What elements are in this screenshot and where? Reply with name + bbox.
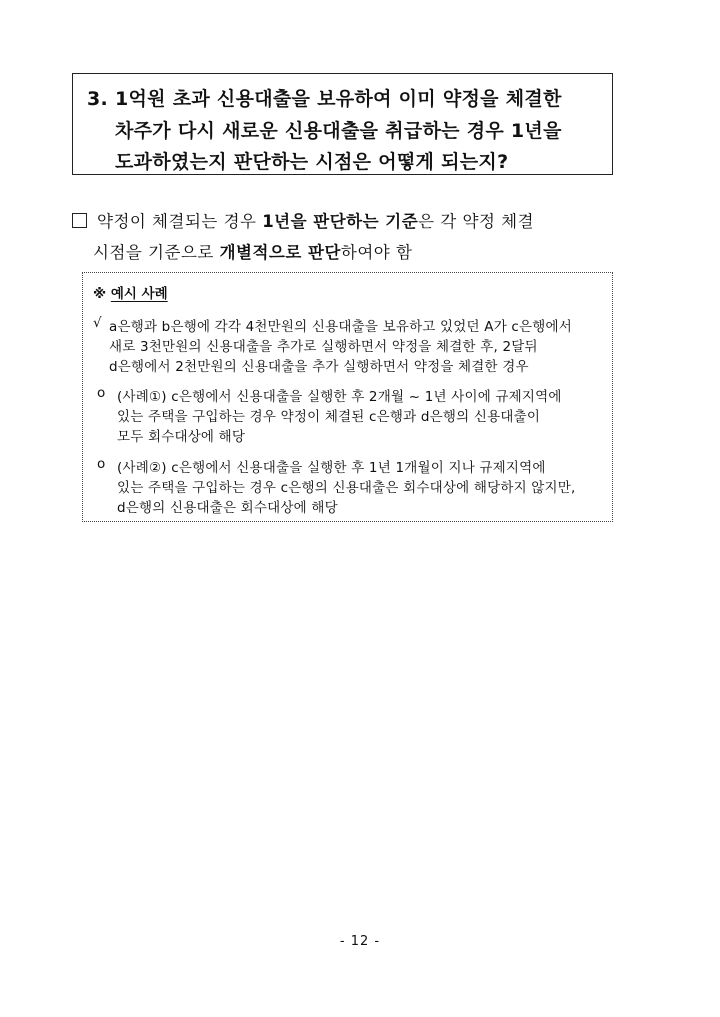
question-line-2: 차주가 다시 새로운 신용대출을 취급하는 경우 1년을 [115, 120, 562, 142]
checkbox-icon [72, 213, 87, 228]
premise-line-3: d은행에서 2천만원의 신용대출을 추가 실행하면서 약정을 체결한 경우 [109, 359, 529, 375]
answer-line-2 [93, 239, 412, 263]
answer-text-1c: 은 각 약정 체결 [418, 212, 535, 231]
premise-line-2: 새로 3천만원의 신용대출을 추가로 실행하면서 약정을 체결한 후, 2달뒤 [109, 339, 538, 355]
answer-text-1a: 약정이 체결되는 경우 [97, 212, 263, 231]
case1-line-1: (사례①) c은행에서 신용대출을 실행한 후 2개월 ~ 1년 사이에 규제지역에 [117, 389, 562, 405]
circle-bullet-icon: o [97, 385, 106, 401]
check-bullet-icon: √ [93, 315, 102, 331]
case2-line-2: 있는 주택을 구입하는 경우 c은행의 신용대출은 회수대상에 해당하지 않지만, [117, 480, 576, 496]
answer-text-2a: 시점을 기준으로 [93, 243, 220, 262]
page-number: - 12 - [339, 934, 381, 949]
answer-emphasis-1: 1년을 판단하는 기준 [262, 212, 419, 231]
case1-line-3: 모두 회수대상에 해당 [117, 429, 246, 445]
premise-line-1: a은행과 b은행에 각각 4천만원의 신용대출을 보유하고 있었던 A가 c은행에서 [109, 319, 573, 335]
case2-line-3: d은행의 신용대출은 회수대상에 해당 [117, 500, 338, 516]
reference-mark-icon: ※ [93, 286, 107, 302]
answer-text-2c: 하여야 함 [340, 243, 413, 262]
circle-bullet-icon: o [97, 456, 106, 472]
question-box [72, 73, 613, 175]
case1-line-2: 있는 주택을 구입하는 경우 약정이 체결된 c은행과 d은행의 신용대출이 [117, 409, 541, 425]
question-line-1: 3. 1억원 초과 신용대출을 보유하여 이미 약정을 체결한 [87, 88, 562, 110]
answer-emphasis-2: 개별적으로 판단 [219, 243, 341, 262]
example-title [93, 282, 168, 302]
case2-line-1: (사례②) c은행에서 신용대출을 실행한 후 1년 1개월이 지나 규제지역에 [117, 460, 546, 476]
answer-line-1 [72, 208, 534, 232]
example-title-text: 예시 사례 [110, 286, 168, 302]
question-line-3: 도과하였는지 판단하는 시점은 어떻게 되는지? [115, 151, 509, 173]
example-box [82, 272, 613, 522]
